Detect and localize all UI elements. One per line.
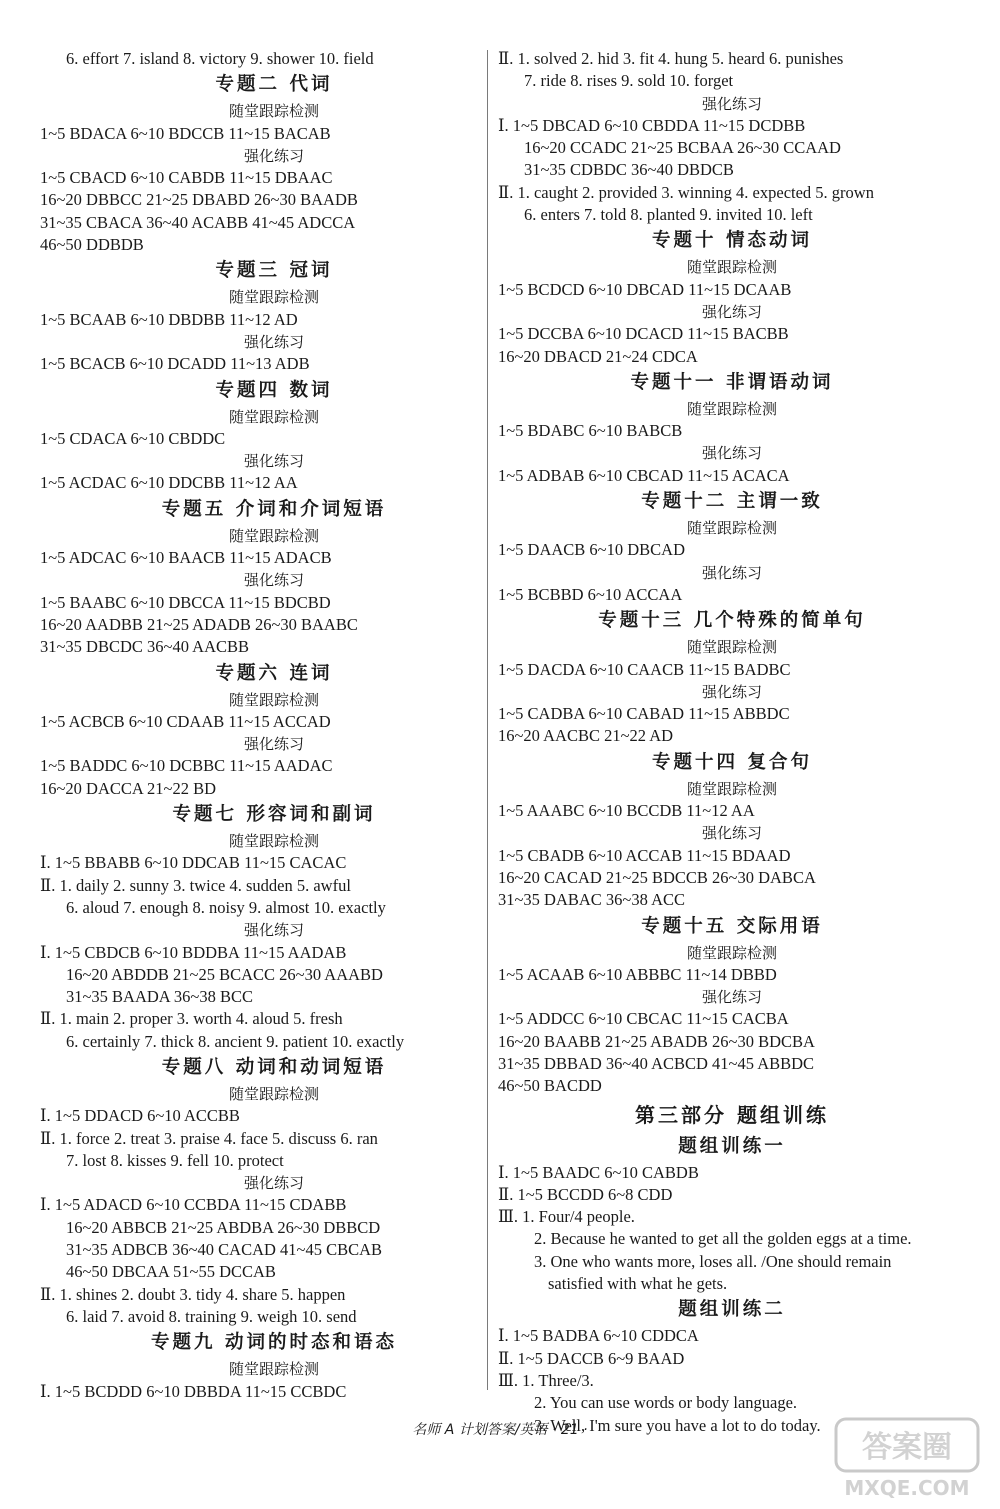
answer-line: 6. enters 7. told 8. planted 9. invited 10. left [524, 205, 813, 225]
subsection-title: 随堂跟踪检测 [228, 102, 319, 121]
answer-line: 2. You can use words or body language. [534, 1393, 798, 1413]
left-column [40, 48, 508, 1403]
subsection-title: 随堂跟踪检测 [686, 779, 777, 798]
answer-line: 31~35 BAADA 36~38 BCC [66, 987, 254, 1007]
answer-line: 1~5 BDACA 6~10 BDCCB 11~15 BACAB [40, 123, 331, 143]
subsection-title: 强化练习 [243, 146, 304, 165]
subsection-title: 随堂跟踪检测 [228, 690, 319, 709]
part-title: 第三部分 题组训练 [635, 1102, 829, 1127]
subsection-title: 强化练习 [701, 988, 762, 1007]
subsection-title: 随堂跟踪检测 [228, 1360, 319, 1379]
answer-line: 1~5 ACAAB 6~10 ABBBC 11~14 DBBD [498, 964, 777, 984]
subsection-title: 随堂跟踪检测 [686, 519, 777, 538]
answer-line: 31~35 DABAC 36~38 ACC [498, 890, 686, 910]
subsection-title: 强化练习 [243, 571, 304, 590]
column-divider [487, 50, 488, 1390]
answer-line: 46~50 DBCAA 51~55 DCCAB [66, 1262, 276, 1282]
section-title: 专题十一 非谓语动词 [630, 371, 834, 393]
subsection-title: 随堂跟踪检测 [228, 288, 319, 307]
answer-line: 1~5 BAABC 6~10 DBCCA 11~15 BDCBD [40, 592, 331, 612]
answer-line: 3. Well, I'm sure you have a lot to do today. [534, 1415, 821, 1435]
answer-line: 46~50 DDBDB [40, 235, 144, 255]
subsection-title: 强化练习 [243, 332, 304, 351]
subsection-title: 随堂跟踪检测 [686, 638, 777, 657]
answer-line: Ⅲ. 1. Four/4 people. [498, 1207, 635, 1227]
answer-line: Ⅱ. 1. force 2. treat 3. praise 4. face 5. discuss 6. ran [40, 1128, 378, 1148]
answer-line: Ⅱ. 1. main 2. proper 3. worth 4. aloud 5. fresh [40, 1009, 343, 1029]
watermark-line2: MXQE.COM [844, 1476, 970, 1500]
answer-line: 3. One who wants more, loses all. /One should remain [534, 1251, 892, 1271]
page-footer: 名师 A 计划答案/英语 · 21 · [412, 1422, 588, 1438]
section-title: 题组训练二 [678, 1299, 786, 1321]
answer-line: 16~20 AACBC 21~22 AD [498, 726, 674, 746]
answer-line: satisfied with what he gets. [548, 1274, 728, 1294]
answer-line: 16~20 CACAD 21~25 BDCCB 26~30 DABCA [498, 867, 816, 887]
section-title: 专题二 代词 [215, 74, 333, 96]
answer-line: Ⅰ. 1~5 BAADC 6~10 CABDB [498, 1162, 699, 1182]
subsection-title: 强化练习 [243, 452, 304, 471]
answer-line: Ⅰ. 1~5 DDACD 6~10 ACCBB [40, 1106, 240, 1126]
answer-line: 6. laid 7. avoid 8. training 9. weigh 10. send [66, 1306, 357, 1326]
answer-line: 1~5 ACDAC 6~10 DDCBB 11~12 AA [40, 473, 298, 493]
answer-line: Ⅰ. 1~5 ADACD 6~10 CCBDA 11~15 CDABB [40, 1195, 347, 1215]
answer-line: 1~5 BDABC 6~10 BABCB [498, 421, 683, 441]
right-column [498, 48, 966, 1437]
answer-line: Ⅰ. 1~5 DBCAD 6~10 CBDDA 11~15 DCDBB [498, 115, 806, 135]
answer-line: 1~5 CDACA 6~10 CBDDC [40, 428, 226, 448]
answer-line: Ⅱ. 1. daily 2. sunny 3. twice 4. sudden 5. awful [40, 875, 351, 895]
subsection-title: 强化练习 [701, 302, 762, 321]
subsection-title: 强化练习 [243, 1174, 304, 1193]
answer-line: 1~5 DACDA 6~10 CAACB 11~15 BADBC [498, 659, 791, 679]
subsection-title: 强化练习 [701, 824, 762, 843]
answer-line: 1~5 BCACB 6~10 DCADD 11~13 ADB [40, 354, 310, 374]
section-title: 专题六 连词 [215, 662, 333, 684]
section-title: 题组训练一 [678, 1135, 786, 1157]
section-title: 专题五 介词和介词短语 [161, 498, 387, 520]
answer-line: 1~5 BADDC 6~10 DCBBC 11~15 AADAC [40, 756, 333, 776]
section-title: 专题八 动词和动词短语 [161, 1056, 387, 1078]
answer-line: 1~5 BCAAB 6~10 DBDBB 11~12 AD [40, 309, 298, 329]
answer-line: 1~5 AAABC 6~10 BCCDB 11~12 AA [498, 801, 755, 821]
answer-line: 6. certainly 7. thick 8. ancient 9. patient 10. exactly [66, 1031, 405, 1051]
subsection-title: 随堂跟踪检测 [228, 1084, 319, 1103]
subsection-title: 随堂跟踪检测 [686, 399, 777, 418]
section-title: 专题四 数词 [215, 379, 333, 401]
answer-line: 1~5 DCCBA 6~10 DCACD 11~15 BACBB [498, 324, 789, 344]
answer-line: 31~35 DBBAD 36~40 ACBCD 41~45 ABBDC [498, 1053, 815, 1073]
section-title: 专题十 情态动词 [652, 230, 812, 252]
subsection-title: 强化练习 [701, 682, 762, 701]
answer-line: 16~20 ABBCB 21~25 ABDBA 26~30 DBBCD [66, 1217, 381, 1237]
subsection-title: 随堂跟踪检测 [686, 943, 777, 962]
answer-line: Ⅰ. 1~5 CBDCB 6~10 BDDBA 11~15 AADAB [40, 942, 347, 962]
answer-line: Ⅱ. 1~5 BCCDD 6~8 CDD [498, 1184, 673, 1204]
section-title: 专题十四 复合句 [652, 751, 812, 773]
section-title: 专题十五 交际用语 [641, 915, 823, 937]
answer-line: Ⅱ. 1. shines 2. doubt 3. tidy 4. share 5. happen [40, 1284, 346, 1304]
subsection-title: 随堂跟踪检测 [228, 832, 319, 851]
answer-line: 1~5 ACBCB 6~10 CDAAB 11~15 ACCAD [40, 711, 331, 731]
answer-line: 6. effort 7. island 8. victory 9. shower 10. field [66, 49, 374, 68]
subsection-title: 强化练习 [243, 921, 304, 940]
answer-line: 16~20 BAABB 21~25 ABADB 26~30 BDCBA [498, 1031, 815, 1051]
answer-line: 16~20 ABDDB 21~25 BCACC 26~30 AAABD [66, 964, 383, 984]
answer-line: Ⅱ. 1. caught 2. provided 3. winning 4. expected 5. grown [498, 182, 874, 202]
subsection-title: 强化练习 [701, 444, 762, 463]
answer-line: 2. Because he wanted to get all the golden eggs at a time. [534, 1229, 912, 1249]
answer-line: Ⅰ. 1~5 BADBA 6~10 CDDCA [498, 1326, 699, 1346]
answer-line: 6. aloud 7. enough 8. noisy 9. almost 10. exactly [66, 897, 386, 917]
answer-line: 7. ride 8. rises 9. sold 10. forget [524, 71, 734, 91]
watermark-logo [832, 1415, 982, 1501]
subsection-title: 随堂跟踪检测 [686, 258, 777, 277]
answer-line: 1~5 DAACB 6~10 DBCAD [498, 540, 685, 560]
subsection-title: 强化练习 [701, 94, 762, 113]
answer-line: Ⅱ. 1. solved 2. hid 3. fit 4. hung 5. heard 6. punishes [498, 49, 844, 68]
answer-line: 16~20 DACCA 21~22 BD [40, 778, 216, 798]
section-title: 专题七 形容词和副词 [172, 804, 376, 826]
answer-line: 31~35 CDBDC 36~40 DBDCB [524, 160, 734, 180]
answer-line: 16~20 CCADC 21~25 BCBAA 26~30 CCAAD [524, 138, 841, 158]
watermark-line1: 答案圈 [862, 1430, 952, 1465]
answer-line: 16~20 AADBB 21~25 ADADB 26~30 BAABC [40, 614, 358, 634]
answer-line: 16~20 DBACD 21~24 CDCA [498, 346, 698, 366]
answer-line: 46~50 BACDD [498, 1076, 602, 1096]
answer-line: 16~20 DBBCC 21~25 DBABD 26~30 BAADB [40, 190, 358, 210]
answer-line: 1~5 BCBBD 6~10 ACCAA [498, 584, 683, 604]
answer-line: 31~35 ADBCB 36~40 CACAD 41~45 CBCAB [66, 1240, 383, 1260]
answer-line: 1~5 ADCAC 6~10 BAACB 11~15 ADACB [40, 548, 332, 568]
answer-line: 1~5 CADBA 6~10 CABAD 11~15 ABBDC [498, 704, 790, 724]
subsection-title: 强化练习 [701, 563, 762, 582]
answer-line: 1~5 CBADB 6~10 ACCAB 11~15 BDAAD [498, 845, 791, 865]
answer-line: Ⅰ. 1~5 BBABB 6~10 DDCAB 11~15 CACAC [40, 853, 347, 873]
answer-line: 31~35 CBACA 36~40 ACABB 41~45 ADCCA [40, 212, 356, 232]
subsection-title: 随堂跟踪检测 [228, 526, 319, 545]
answer-line: 1~5 ADDCC 6~10 CBCAC 11~15 CACBA [498, 1009, 789, 1029]
section-title: 专题十二 主谓一致 [641, 491, 823, 513]
answer-line: 1~5 ADBAB 6~10 CBCAD 11~15 ACACA [498, 465, 790, 485]
subsection-title: 随堂跟踪检测 [228, 407, 319, 426]
answer-line: 7. lost 8. kisses 9. fell 10. protect [66, 1150, 284, 1170]
subsection-title: 强化练习 [243, 735, 304, 754]
answer-line: 1~5 CBACD 6~10 CABDB 11~15 DBAAC [40, 168, 333, 188]
answer-line: Ⅲ. 1. Three/3. [498, 1370, 594, 1390]
answer-line: Ⅱ. 1~5 DACCB 6~9 BAAD [498, 1348, 685, 1368]
section-title: 专题三 冠词 [215, 260, 333, 282]
section-title: 专题十三 几个特殊的简单句 [598, 610, 866, 632]
answer-line: 31~35 DBCDC 36~40 AACBB [40, 637, 250, 657]
answer-line: 1~5 BCDCD 6~10 DBCAD 11~15 DCAAB [498, 279, 792, 299]
section-title: 专题九 动词的时态和语态 [151, 1332, 397, 1354]
answer-line: Ⅰ. 1~5 BCDDD 6~10 DBBDA 11~15 CCBDC [40, 1381, 347, 1401]
